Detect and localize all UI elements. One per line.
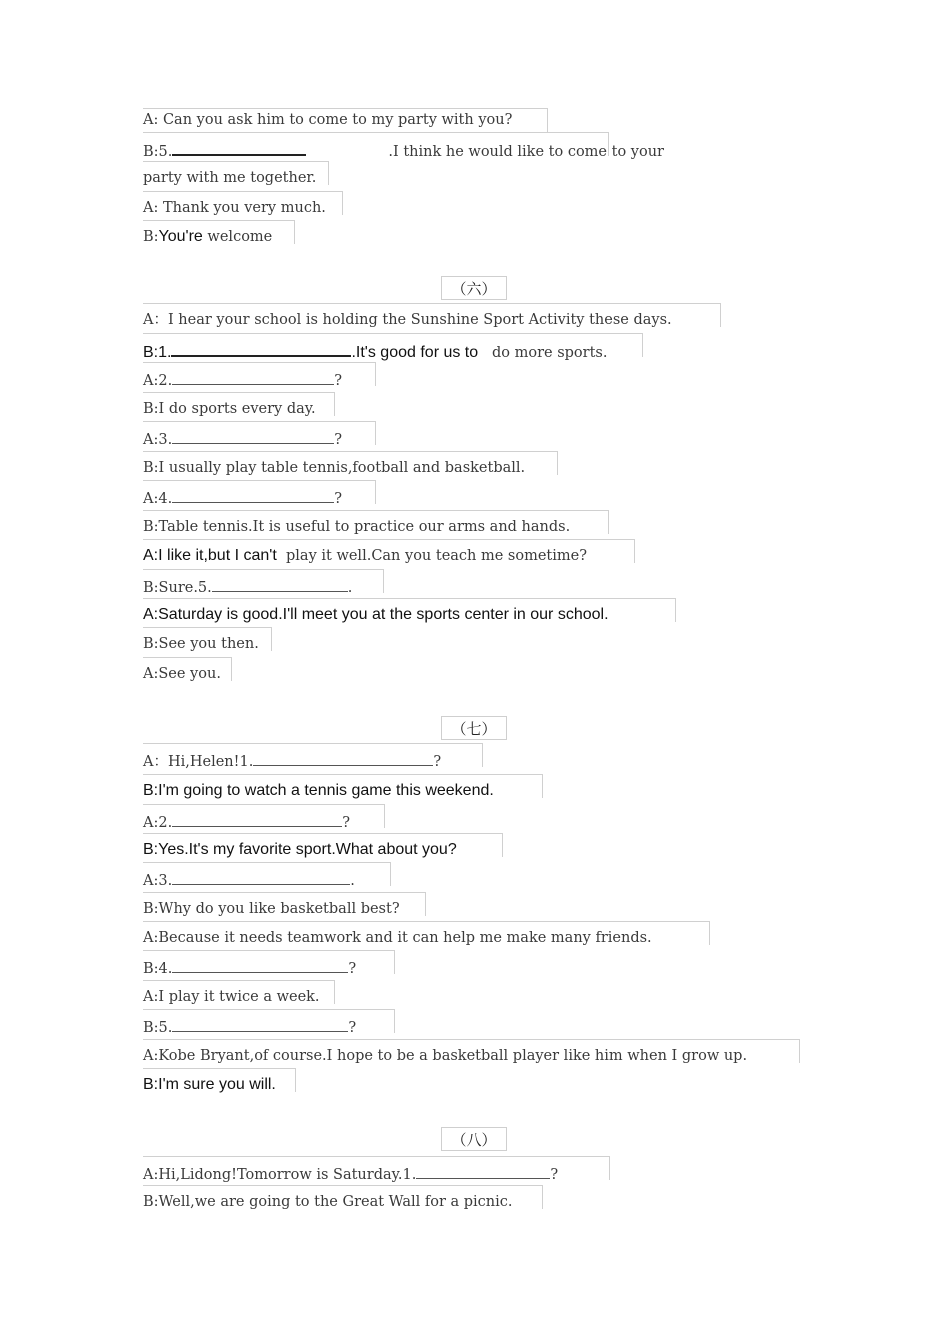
dialogue-line: B:4. ? [143, 957, 356, 979]
answer-blank[interactable] [172, 869, 350, 885]
dialogue-line: A:I like it,but I can't play it well.Can you teach me sometime? [143, 547, 588, 564]
dialogue-line: B:I usually play table tennis,football and basketball. [143, 460, 526, 476]
dialogue-line: B:I'm going to watch a tennis game this weekend. [143, 782, 494, 799]
dialogue-line: B:I'm sure you will. [143, 1076, 276, 1093]
section-heading: （七） [441, 716, 507, 740]
dialogue-line: A:3. ? [143, 428, 342, 450]
dialogue-line: B:I do sports every day. [143, 401, 316, 417]
answer-blank[interactable] [172, 811, 342, 827]
dialogue-line: A:Kobe Bryant,of course.I hope to be a basketball player like him when I grow up. [143, 1048, 748, 1064]
dialogue-line: A: Can you ask him to come to my party with you? [143, 112, 513, 128]
dialogue-line: B:5. ? [143, 1016, 356, 1038]
answer-blank[interactable] [416, 1163, 550, 1179]
answer-blank[interactable] [172, 1016, 348, 1032]
answer-blank[interactable] [172, 487, 334, 503]
section-heading: （六） [441, 276, 507, 300]
answer-blank[interactable] [253, 750, 433, 766]
dialogue-line: A：I hear your school is holding the Sunshine Sport Activity these days. [143, 312, 672, 328]
dialogue-line: A:Saturday is good.I'll meet you at the sports center in our school. [143, 606, 609, 623]
dialogue-line: B:Well,we are going to the Great Wall for a picnic. [143, 1194, 513, 1210]
dialogue-line: A:Because it needs teamwork and it can help me make many friends. [143, 930, 652, 946]
dialogue-line: party with me together. [143, 170, 317, 186]
answer-blank[interactable] [171, 340, 351, 357]
dialogue-line: B:Yes.It's my favorite sport.What about you? [143, 841, 457, 858]
dialogue-line: A:2. ? [143, 811, 350, 833]
dialogue-line: A: Thank you very much. [143, 200, 326, 216]
dialogue-line: A:3. . [143, 869, 355, 891]
dialogue-line: B:See you then. [143, 636, 259, 652]
answer-blank[interactable] [172, 139, 306, 156]
dialogue-line: A:Hi,Lidong!Tomorrow is Saturday.1. ? [143, 1163, 558, 1185]
dialogue-line: B:You're welcome [143, 228, 273, 245]
dialogue-line: A:See you. [143, 666, 221, 682]
dialogue-line: B:Table tennis.It is useful to practice our arms and hands. [143, 519, 571, 535]
dialogue-line: A:4. ? [143, 487, 342, 509]
dialogue-line: B:5. .I think he would like to come to your [143, 139, 664, 162]
answer-blank[interactable] [172, 369, 334, 385]
dialogue-line: B:1. .It's good for us to do more sports. [143, 340, 607, 363]
dialogue-line: B:Why do you like basketball best? [143, 901, 400, 917]
answer-blank[interactable] [172, 428, 334, 444]
dialogue-line: A:I play it twice a week. [143, 989, 320, 1005]
answer-blank[interactable] [212, 576, 348, 592]
dialogue-line: A：Hi,Helen!1. ? [143, 750, 441, 772]
section-heading: （八） [441, 1127, 507, 1151]
dialogue-line: B:Sure.5. . [143, 576, 352, 598]
dialogue-line: A:2. ? [143, 369, 342, 391]
answer-blank[interactable] [172, 957, 348, 973]
